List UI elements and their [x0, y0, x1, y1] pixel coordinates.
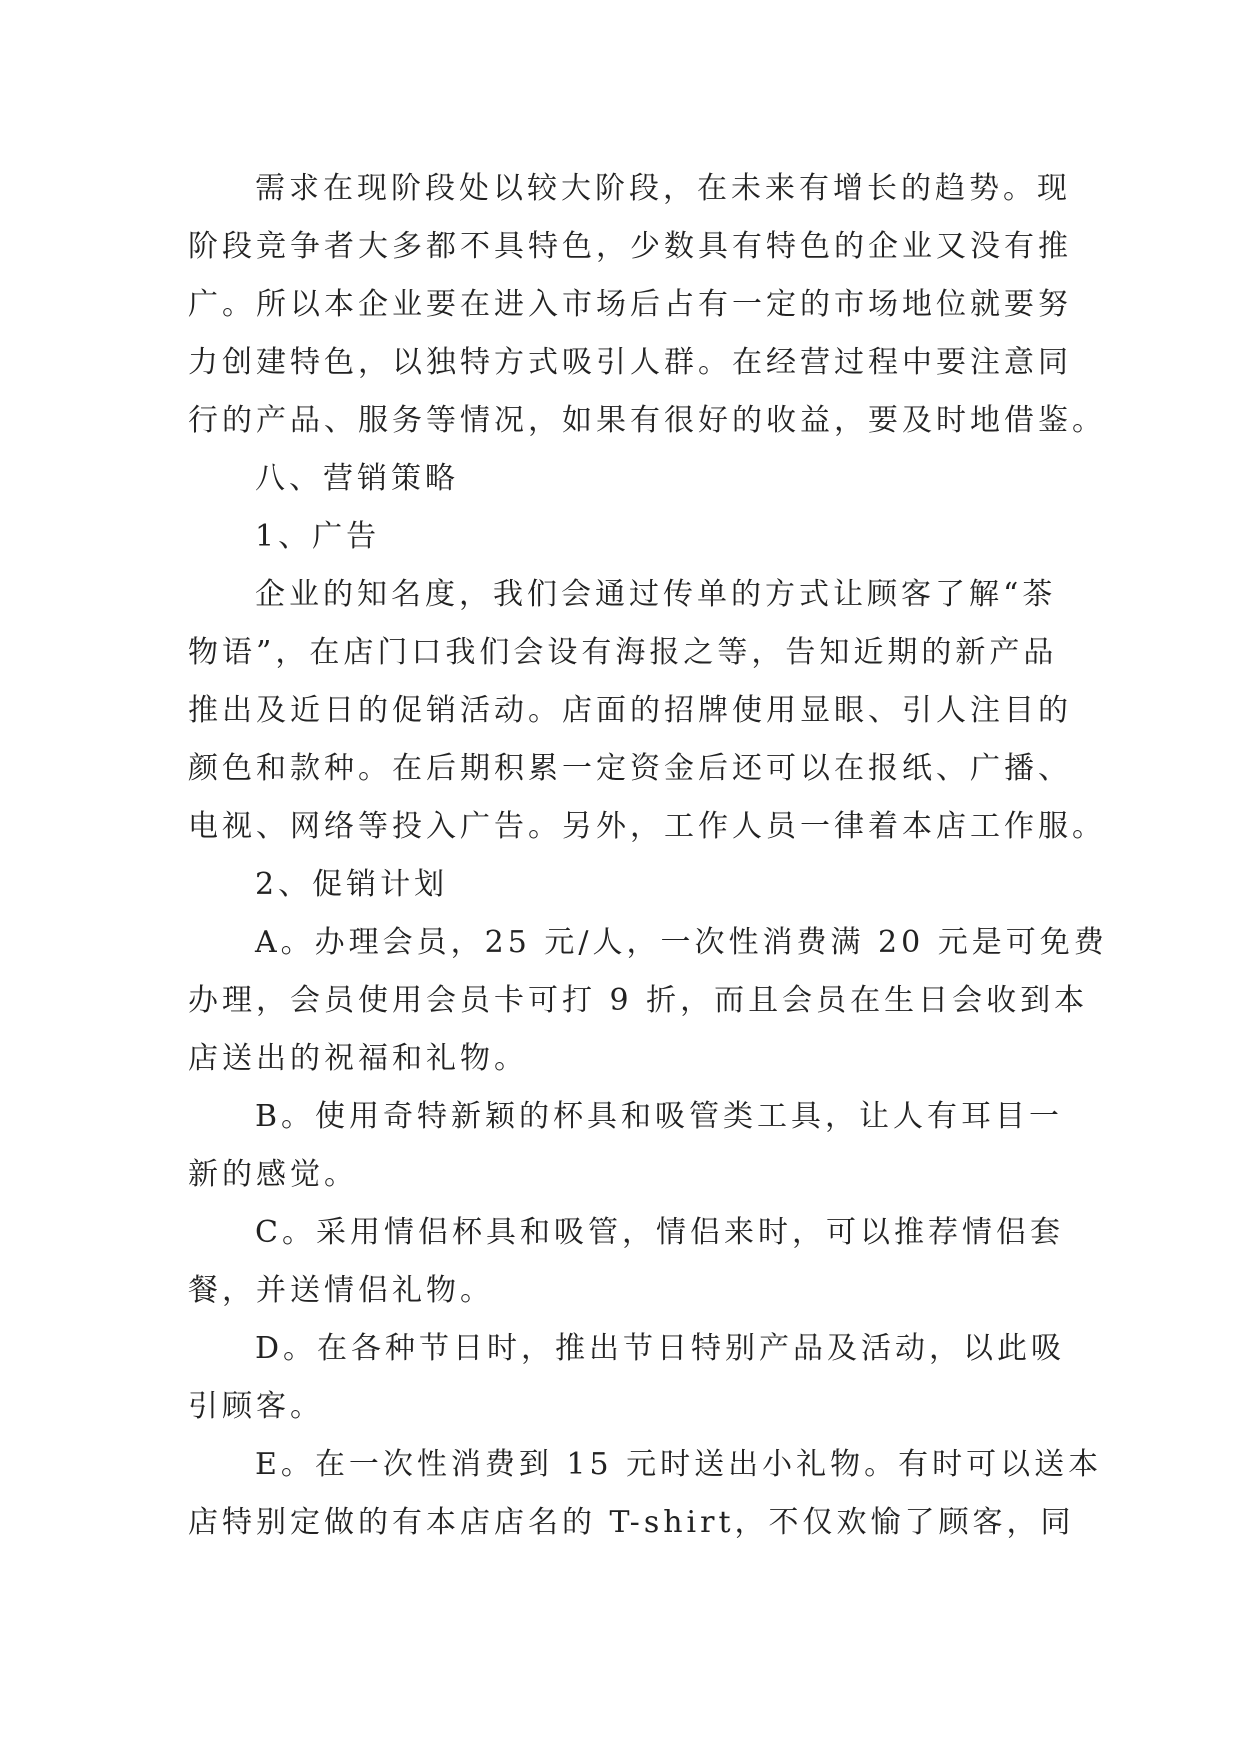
- text-line: 店送出的祝福和礼物。: [188, 1041, 528, 1076]
- text-line: 广。所以本企业要在进入市场后占有一定的市场地位就要努: [188, 287, 1072, 322]
- text-line: 企业的知名度，我们会通过传单的方式让顾客了解“茶: [255, 577, 1057, 612]
- text-line: 电视、网络等投入广告。另外，工作人员一律着本店工作服。: [188, 809, 1106, 844]
- text-line: 推出及近日的促销活动。店面的招牌使用显眼、引人注目的: [188, 693, 1072, 728]
- list-item: E。在一次性消费到 15 元时送出小礼物。有时可以送本: [255, 1447, 1103, 1482]
- subsection-heading: 2、促销计划: [255, 867, 449, 902]
- text-line: 阶段竞争者大多都不具特色，少数具有特色的企业又没有推: [188, 229, 1072, 264]
- text-line: 新的感觉。: [188, 1157, 358, 1192]
- list-item: C。采用情侣杯具和吸管，情侣来时，可以推荐情侣套: [255, 1215, 1064, 1250]
- text-line: 需求在现阶段处以较大阶段，在未来有增长的趋势。现: [255, 171, 1071, 206]
- text-line: 力创建特色，以独特方式吸引人群。在经营过程中要注意同: [188, 345, 1072, 380]
- text-line: 行的产品、服务等情况，如果有很好的收益，要及时地借鉴。: [188, 403, 1106, 438]
- text-line: 办理，会员使用会员卡可打 9 折，而且会员在生日会收到本: [188, 983, 1089, 1018]
- text-line: 店特别定做的有本店店名的 T-shirt，不仅欢愉了顾客，同: [188, 1505, 1075, 1540]
- document-body: [188, 160, 1108, 1552]
- subsection-heading: 1、广告: [255, 519, 381, 554]
- list-item: B。使用奇特新颖的杯具和吸管类工具，让人有耳目一: [255, 1099, 1064, 1134]
- list-item: A。办理会员，25 元/人，一次性消费满 20 元是可免费: [255, 925, 1108, 960]
- section-heading: 八、营销策略: [255, 461, 459, 496]
- text-line: 引顾客。: [188, 1389, 324, 1424]
- text-line: 物语”，在店门口我们会设有海报之等，告知近期的新产品: [188, 635, 1058, 670]
- text-line: 餐，并送情侣礼物。: [188, 1273, 494, 1308]
- text-line: 颜色和款种。在后期积累一定资金后还可以在报纸、广播、: [188, 751, 1072, 786]
- list-item: D。在各种节日时，推出节日特别产品及活动，以此吸: [255, 1331, 1066, 1366]
